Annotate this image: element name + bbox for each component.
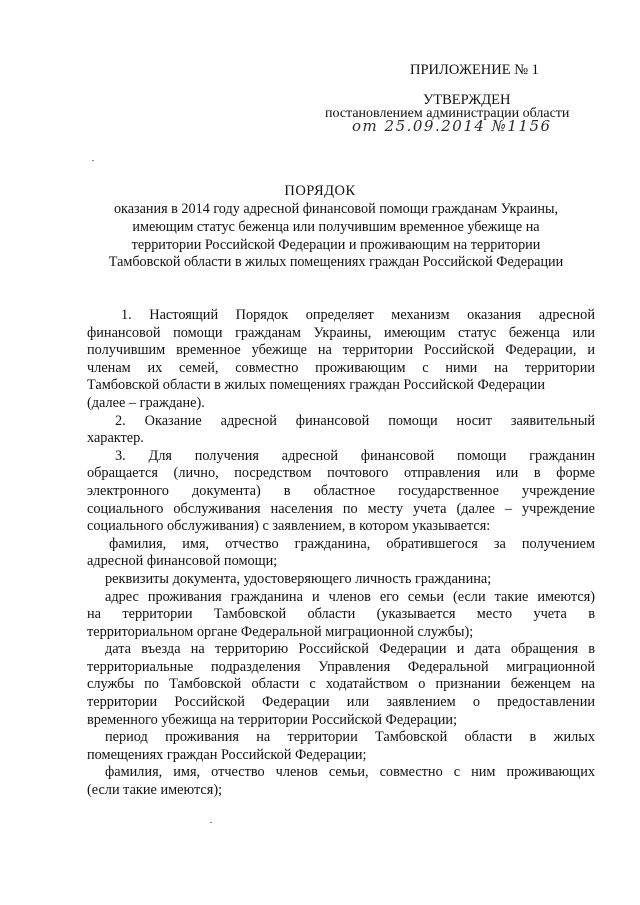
body-line: на территории Тамбовской области (указывается место учета в	[87, 606, 595, 623]
body-line: фамилия, имя, отчество членов семьи, совместно с ним проживающих	[105, 764, 595, 781]
scan-speck	[92, 160, 94, 161]
body-line: (далее – граждане).	[87, 394, 205, 411]
body-line: электронного документа) в областное государственное учреждение	[87, 482, 595, 499]
scan-speck	[210, 822, 212, 823]
body-line: помещениях граждан Российской Федерации;	[87, 746, 367, 763]
subtitle-line: Тамбовской области в жилых помещениях граждан Российской Федерации	[108, 254, 564, 271]
document-title: ПОРЯДОК	[284, 183, 356, 199]
body-line: адрес проживания гражданина и членов его семьи (если такие имеются)	[105, 588, 595, 605]
body-line: 3. Для получения адресной финансовой помощи гражданин	[115, 447, 595, 464]
body-line: 1. Настоящий Порядок определяет механизм оказания адресной	[121, 307, 595, 323]
body-line: дата въезда на территорию Российской Федерации и дата обращения в	[105, 641, 595, 658]
document-body	[87, 307, 595, 800]
body-line: получившим временное убежище на территории Российской Федерации, и	[87, 342, 595, 359]
subtitle-line: имеющим статус беженца или получившим временное убежище на	[132, 218, 540, 235]
handwritten-date-number: от 25.09.2014 №1156	[352, 117, 552, 135]
body-line: (если такие имеются);	[87, 782, 223, 799]
body-line: территории Российской Федерации или заявлением о предоставлении	[87, 694, 595, 711]
body-line: социального обслуживания) с заявлением, в котором указывается:	[87, 518, 491, 535]
body-line: службы по Тамбовской области с ходатайством о признании беженцем на	[87, 676, 595, 693]
appendix-label: ПРИЛОЖЕНИЕ № 1	[410, 62, 539, 78]
body-line: временного убежища на территории Российской Федерации;	[87, 711, 458, 728]
body-line: период проживания на территории Тамбовской области в жилых	[105, 729, 595, 746]
body-line: Тамбовской области в жилых помещениях граждан Российской Федерации	[87, 377, 545, 394]
body-line: фамилия, имя, отчество гражданина, обратившегося за получением	[109, 535, 595, 552]
body-line: реквизиты документа, удостоверяющего личность гражданина;	[105, 570, 492, 587]
body-line: территориальные подразделения Управления Федеральной миграционной	[87, 658, 595, 675]
document-subtitle	[80, 201, 592, 272]
subtitle-line: территории Российской Федерации и проживающим на территории	[131, 236, 541, 253]
body-line: адресной финансовой помощи;	[87, 553, 278, 570]
body-line: 2. Оказание адресной финансовой помощи носит заявительный	[115, 412, 595, 429]
body-line: членам их семей, совместно проживающим с ними на территории	[87, 359, 595, 376]
body-line: территориальном органе Федеральной миграционной службы);	[87, 623, 474, 640]
body-line: социального обслуживания населения по месту учета (далее – учреждение	[87, 500, 595, 517]
approved-label: УТВЕРЖДЕН	[423, 92, 511, 108]
subtitle-line: оказания в 2014 году адресной финансовой помощи гражданам Украины,	[113, 201, 559, 217]
body-line: характер.	[87, 430, 144, 447]
decree-label: постановлением администрации области	[325, 106, 570, 121]
body-line: финансовой помощи гражданам Украины, имеющим статус беженца или	[87, 324, 595, 341]
body-line: обращается (лично, посредством почтового отправления или в форме	[87, 465, 595, 482]
